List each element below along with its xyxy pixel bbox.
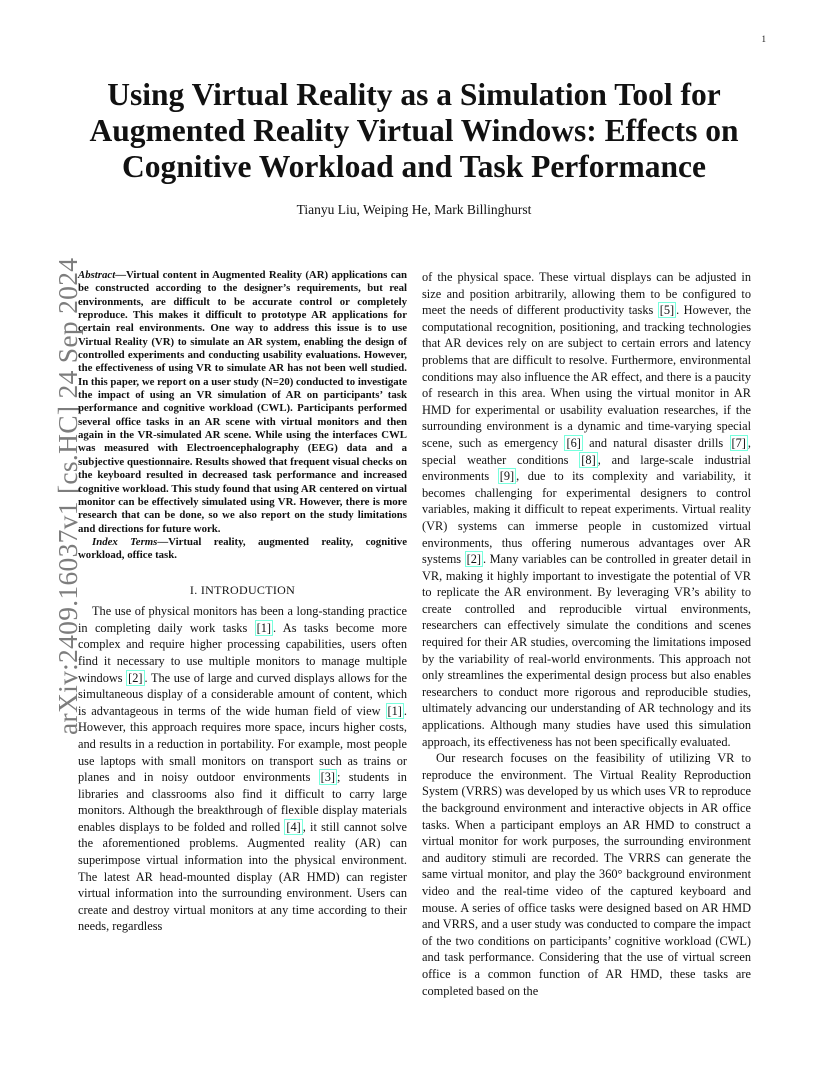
citation-link[interactable]: [4] [286, 819, 301, 834]
body-text: . The use of large and curved displays allows for the simultaneous display of a considerable amount of content, which is advantageous in terms of the wide human field of view [78, 670, 407, 718]
abstract-text: —Virtual content in Augmented Reality (AR) applications can be constructed according to the designer’s requirements, but real environments, are difficult to be accurate control or completely reproduce. This makes it difficult to prototype AR applications for certain real environments. One way to address this issue is to use Virtual Reality (VR) to simulate an AR system, enabling the design of controlled experiments and conducting usability evaluations. However, the effectiveness of using VR to simulate AR has not been well studied. In this paper, we report on a user study (N=20) conducted to investigate the impact of using an VR simulation of AR on participants’ task performance and cognitive workload (CWL). Participants performed several office tasks in an AR scene with virtual monitors and then again in the VR-simulated AR scene. While using the interfaces CWL was measured with Electroencephalography (EEG) data and a subjective questionnaire. Results showed that frequent visual checks on the keyboard resulted in decreased task performance and increased cognitive workload. This study found that using AR centered on virtual monitor can be effectively simulated using VR. However, there is more research that can be done, so we also report on the study limitations and directions for future work. [78, 269, 407, 535]
left-column [78, 269, 407, 935]
abstract-lead: Abstract [78, 269, 116, 281]
intro-paragraph-2: Our research focuses on the feasibility of utilizing VR to reproduce the environment. The Virtual Reality Reproduction System (VRRS) was developed by us which uses VR to reproduce the background environment and interactive objects in AR office tasks. When a participant employs an AR HMD to construct a virtual monitor for work purposes, the surrounding environment and auditory stimuli are recorded. The VRRS can generate the same virtual monitor, and play the 360° background environment video and the real-time video of the captured keyboard and mouse. A series of office tasks were designed based on AR HMD and VRRS, and a user study was conducted to compare the impact of the two conditions on participants’ cognitive workload (CWL) and task performance. Considering that the use of virtual screen office is a common function of AR HMD, these tasks are completed based on the [422, 751, 751, 998]
body-text: . As tasks become more complex and require higher processing capabilities, users often find it necessary to use multiple monitors to manage multiple windows [78, 620, 407, 685]
body-text: , and large-scale industrial environments [422, 452, 751, 484]
index-terms-text: —Virtual reality, augmented reality, cognitive workload, office task. [78, 535, 407, 562]
body-text: and natural disaster drills [582, 435, 730, 450]
arxiv-identifier-stamp: arXiv:2409.16037v1 [cs.HC] 24 Sep 2024 [52, 257, 83, 735]
body-text: . However, this approach requires more space, incurs higher costs, and results in a reduction in portability. For example, most people use laptops with small monitors on transport such as trains or planes and in noisy outdoor environments [78, 703, 407, 785]
citation-link[interactable]: [2] [466, 552, 482, 567]
citation-link[interactable]: [1] [256, 620, 272, 635]
section-heading-introduction: I. INTRODUCTION [189, 582, 296, 597]
body-text: ; students in libraries and classrooms also find it difficult to carry large monitors. Although the breakthrough of flexible display materials enables displays to be folded and rolled [78, 770, 407, 834]
body-text: , it still cannot solve the aforementioned problems. Augmented reality (AR) can superimpose virtual information into the physical environment. The latest AR head-mounted display (AR HMD) can register virtual information into the surrounding environment. Users can create and destroy virtual monitors at any time according to their needs, regardless [78, 819, 407, 934]
body-text: , due to its complexity and variability, it becomes challenging for experimental designers to control variables, making it difficult to repeat experiments. Virtual reality (VR) systems can immerse people in customized virtual environments, thus offering numerous advantages over AR systems [422, 469, 751, 567]
citation-link[interactable]: [3] [320, 770, 336, 785]
citation-link[interactable]: [5] [659, 303, 675, 318]
paper-authors: Tianyu Liu, Weiping He, Mark Billinghurst [296, 202, 532, 217]
index-terms [78, 536, 407, 563]
intro-paragraph-1-continued [422, 269, 751, 750]
abstract [78, 269, 407, 536]
citation-link[interactable]: [9] [499, 469, 515, 484]
body-text: . However, the computational recognition, positioning, and tracking technologies that AR devices rely on are subject to certain errors and latency problems that are difficult to resolve. Furthermore, environmental conditions may also influence the AR effect, and there is a paucity of research in this area. When using the virtual monitor in AR HMD for experimental or usability evaluation researches, if the surrounding environment is a dynamic and time-varying special scene, such as emergency [422, 303, 751, 450]
body-text: . Many variables can be controlled in greater detail in VR, making it highly important to investigate the potential of VR to replicate the AR environment. By leveraging VR’s ability to create controlled and reproducible virtual environments, researchers can effectively simulate the conditions and scenes required for their AR studies, overcoming the limitations imposed by the variability of real-world environments. This approach not only streamlines the experimental design process but also enables researchers to conduct more rigorous and reproducible studies, ultimately advancing our understanding of AR technology and its applications. Although many studies have used this simulation approach, its effectiveness has not been specifically evaluated. [422, 552, 751, 749]
citation-link[interactable]: [7] [731, 435, 746, 450]
citation-link[interactable]: [1] [387, 703, 402, 718]
body-text: The use of physical monitors has been a long-standing practice in completing daily work tasks [78, 604, 407, 635]
page-number: 1 [761, 34, 766, 44]
body-text: of the physical space. These virtual displays can be adjusted in size and position arbitrarily, allowing them to be configured to meet the needs of different productivity tasks [422, 270, 751, 318]
citation-link[interactable]: [6] [566, 435, 581, 450]
citation-link[interactable]: [8] [581, 452, 596, 467]
body-text: , special weather conditions [422, 435, 752, 467]
citation-link[interactable]: [2] [128, 670, 143, 685]
right-column [422, 269, 751, 999]
intro-paragraph-1 [78, 603, 407, 935]
index-terms-lead: Index Terms [92, 535, 158, 548]
paper-title: Using Virtual Reality as a Simulation Tool for Augmented Reality Virtual Windows: Effects on Cognitive Workload and Task Performance [89, 77, 739, 184]
